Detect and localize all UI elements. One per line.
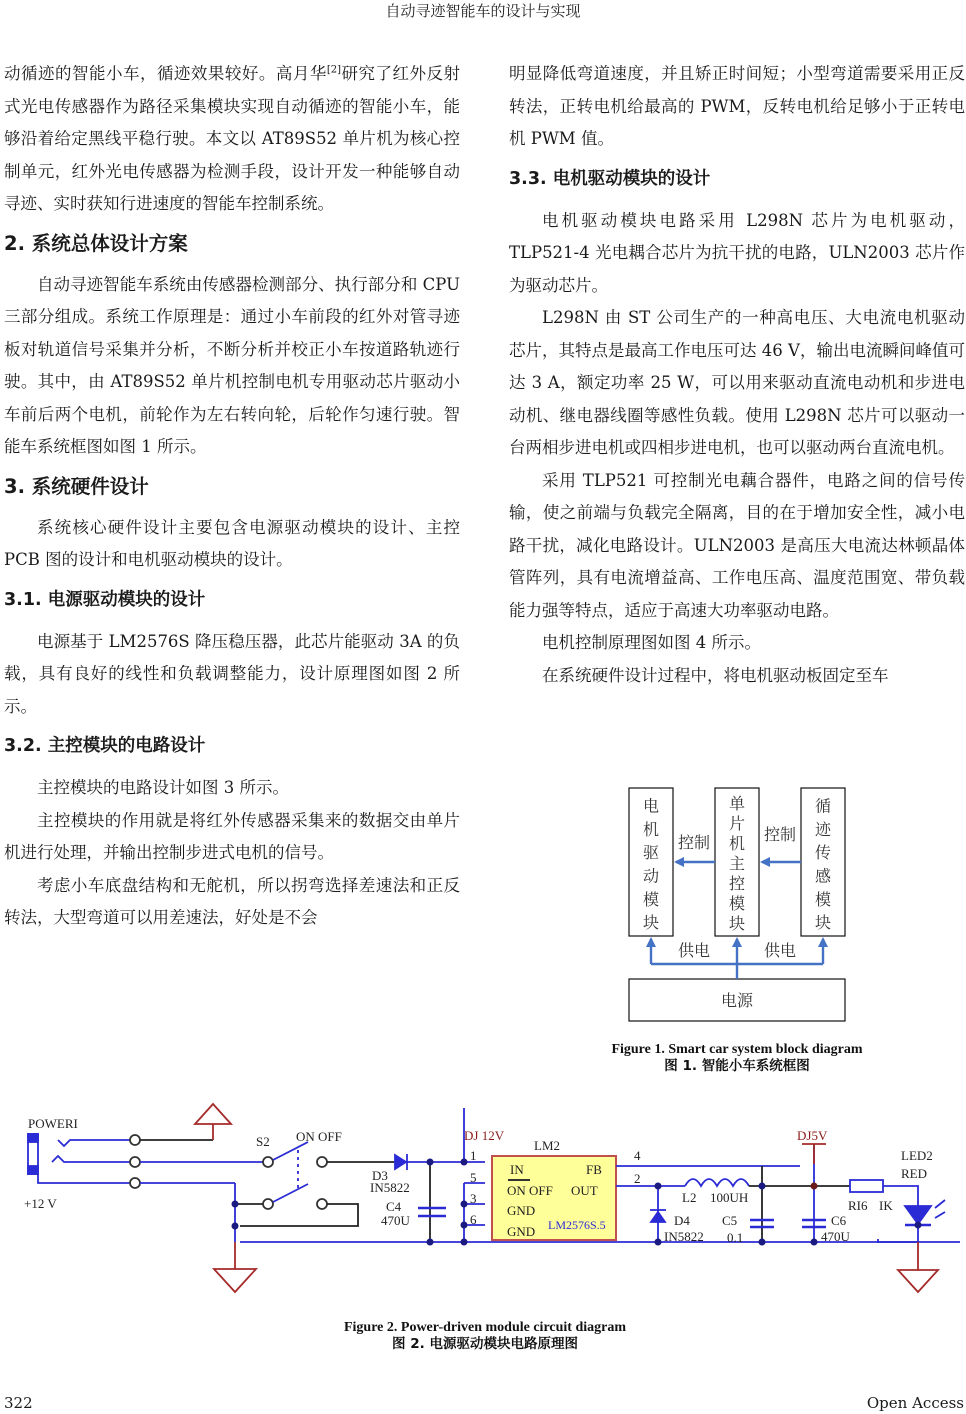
paragraph-turning-continued: 明显降低弯道速度，并且矫正时间短；小型弯道需要采用正反转法，正转电机给最高的 PWM，反转电机给足够小于正转电机 PWM 值。 bbox=[509, 64, 965, 148]
label-led-color: RED bbox=[901, 1166, 927, 1181]
paragraph-main-control-a: 主控模块的电路设计如图 3 所示。 bbox=[37, 778, 289, 797]
subsection-heading-3-3: 3.3. 电机驱动模块的设计 bbox=[509, 168, 711, 189]
sensor-box-char: 模 bbox=[814, 891, 832, 909]
motor-box-char: 电 bbox=[642, 798, 660, 816]
switch-icon bbox=[273, 1142, 308, 1160]
figure-2-caption-en: Figure 2. Power-driven module circuit diagram bbox=[343, 1320, 627, 1335]
label-c4-value: 470U bbox=[381, 1213, 410, 1228]
sensor-box-char: 循 bbox=[814, 798, 832, 816]
mcu-box-char: 模 bbox=[728, 896, 746, 913]
label-pin-6: 6 bbox=[470, 1212, 477, 1227]
sensor-box-char: 块 bbox=[814, 915, 832, 933]
diode-d4-icon bbox=[651, 1212, 665, 1222]
open-access-label: Open Access bbox=[866, 1394, 964, 1412]
label-net-12v: DJ 12V bbox=[464, 1128, 505, 1143]
label-pin-in: IN bbox=[510, 1162, 524, 1177]
figure-2-circuit-diagram bbox=[0, 1094, 966, 1309]
label-r16-value: IK bbox=[879, 1198, 893, 1213]
supply-label-right: 供电 bbox=[763, 941, 797, 960]
sensor-box-char: 感 bbox=[814, 868, 832, 886]
motor-box-char: 动 bbox=[642, 868, 660, 886]
text: 研究了红外反射式光电传感器作为路径采集模块实现自动循迹的智能小车，能够沿着给定黑线平稳行驶。本文以 AT89S52 单片机为核心控制单元，红外光电传感器为检测手段，设计开发一种能够自动寻迹、实时获知行进速度的智能车控制系统。 bbox=[4, 64, 461, 213]
led-icon bbox=[905, 1206, 931, 1224]
ground-symbol-right bbox=[898, 1270, 938, 1292]
motor-box-char: 块 bbox=[642, 915, 660, 933]
figure-1-caption-zh: 图 1. 智能小车系统框图 bbox=[664, 1058, 810, 1074]
figure-2-caption-zh: 图 2. 电源驱动模块电路原理图 bbox=[392, 1336, 578, 1352]
motor-box-char: 驱 bbox=[642, 845, 660, 863]
mcu-box-char: 块 bbox=[728, 916, 746, 933]
label-pin-4: 4 bbox=[634, 1148, 641, 1163]
sensor-box-char: 迹 bbox=[814, 821, 832, 839]
paragraph-main-control-b: 主控模块的作用就是将红外传感器采集来的数据交由单片机进行处理，并输出控制步进式电机的信号。 bbox=[4, 810, 460, 862]
label-pin-gnd-2: GND bbox=[507, 1224, 536, 1239]
label-ic-ref: LM2 bbox=[534, 1138, 560, 1153]
diode-d3-icon bbox=[395, 1155, 406, 1169]
mcu-box-char: 机 bbox=[728, 836, 746, 853]
paragraph-hardware: 系统核心硬件设计主要包含电源驱动模块的设计、主控 PCB 图的设计和电机驱动模块的设计。 bbox=[4, 517, 460, 569]
mcu-box-char: 控 bbox=[728, 876, 746, 893]
left-column bbox=[4, 58, 460, 935]
label-pin-fb: FB bbox=[586, 1162, 602, 1177]
paragraph-motor-driver-e: 在系统硬件设计过程中，将电机驱动板固定至车 bbox=[542, 665, 889, 685]
page-number: 322 bbox=[4, 1394, 33, 1412]
figure-1-caption bbox=[560, 1041, 914, 1075]
label-l2: L2 bbox=[682, 1190, 697, 1205]
figure-2-caption bbox=[230, 1319, 740, 1353]
resistor-r16-icon bbox=[850, 1180, 883, 1192]
paragraph-motor-driver-a: 电机驱动模块电路采用 L298N 芯片为电机驱动，TLP521-4 光电耦合芯片为抗干扰的电路，ULN2003 芯片作为驱动芯片。 bbox=[509, 210, 965, 295]
label-pin-onoff: ON OFF bbox=[507, 1183, 553, 1198]
motor-box-char: 机 bbox=[642, 821, 660, 839]
label-c4: C4 bbox=[386, 1199, 402, 1214]
section-heading-2: 2. 系统总体设计方案 bbox=[4, 231, 188, 255]
paragraph-motor-driver-d: 电机控制原理图如图 4 所示。 bbox=[542, 633, 761, 652]
power-label: 电源 bbox=[720, 991, 754, 1010]
ground-symbol-top bbox=[195, 1104, 231, 1124]
label-net-5v: DJ5V bbox=[797, 1128, 828, 1143]
inductor-l2-icon bbox=[685, 1179, 749, 1186]
label-pin-1: 1 bbox=[470, 1148, 477, 1163]
figure-1-caption-en: Figure 1. Smart car system block diagram bbox=[611, 1042, 863, 1057]
subsection-heading-3-1: 3.1. 电源驱动模块的设计 bbox=[4, 589, 206, 610]
section-heading-3: 3. 系统硬件设计 bbox=[4, 474, 149, 498]
paragraph-system-design: 自动寻迹智能车系统由传感器检测部分、执行部分和 CPU 三部分组成。系统工作原理是：通过小车前段的红外对管寻迹板对轨道信号采集并分析，不断分析并校正小车按道路轨迹行驶。其中，由 AT89S52 单片机控制电机专用驱动芯片驱动小车前后两个电机，前轮作为左右转向轮，后轮作匀速行驶。智能车系统框图如图 1 所示。 bbox=[4, 274, 460, 456]
label-d4: D4 bbox=[674, 1213, 690, 1228]
label-switch: S2 bbox=[256, 1134, 270, 1149]
label-d3-part: IN5822 bbox=[370, 1180, 410, 1195]
right-column bbox=[509, 58, 965, 692]
subsection-heading-3-2: 3.2. 主控模块的电路设计 bbox=[4, 736, 206, 756]
label-power-jack: POWERI bbox=[28, 1116, 78, 1131]
label-pin-2: 2 bbox=[634, 1171, 641, 1186]
label-d4-part: IN5822 bbox=[664, 1229, 704, 1244]
label-pin-5: 5 bbox=[470, 1170, 477, 1185]
paragraph-motor-driver-b: L298N 由 ST 公司生产的一种高电压、大电流电机驱动芯片，其特点是最高工作电压可达 46 V，输出电流瞬间峰值可达 3 A，额定功率 25 W，可以用来驱动直流电动机和步进电动机、继电器线圈等感性负载。使用 L298N 芯片可以驱动一台两相步进电机或四相步进电机，也可以驱动两台直流电机。 bbox=[509, 308, 965, 457]
control-label-left: 控制 bbox=[677, 833, 711, 852]
label-pin-3: 3 bbox=[470, 1191, 477, 1206]
mcu-box-char: 单 bbox=[728, 796, 746, 813]
sensor-box-char: 传 bbox=[814, 845, 832, 863]
ground-symbol-bottom-left bbox=[214, 1269, 256, 1292]
label-c5-value: 0.1 bbox=[727, 1230, 744, 1245]
label-pin-out: OUT bbox=[571, 1183, 598, 1198]
label-c5: C5 bbox=[722, 1213, 738, 1228]
paragraph-main-control-c: 考虑小车底盘结构和无舵机，所以拐弯选择差速法和正反转法，大型弯道可以用差速法，好处是不会 bbox=[4, 875, 460, 927]
paragraph-power-module: 电源基于 LM2576S 降压稳压器，此芯片能驱动 3A 的负载，具有良好的线性和负载调整能力，设计原理图如图 2 所示。 bbox=[4, 631, 460, 716]
label-c6-value: 470U bbox=[821, 1229, 850, 1244]
label-led: LED2 bbox=[901, 1148, 933, 1163]
paragraph-intro-continued bbox=[4, 58, 460, 221]
running-head: 自动寻迹智能车的设计与实现 bbox=[385, 2, 581, 20]
control-label-right: 控制 bbox=[763, 825, 797, 844]
label-d3: D3 bbox=[372, 1168, 388, 1183]
citation-ref[interactable]: [2] bbox=[326, 64, 342, 76]
paragraph-motor-driver-c: 采用 TLP521 可控制光电藕合器件，电路之间的信号传输，使之前端与负载完全隔离，目的在于增加安全性，减小电路干扰，减化电路设计。ULN2003 是高压大电流达林顿晶体管阵列，具有电流增益高、工作电压高、温度范围宽、带负载能力强等特点，适应于高速大功率驱动电路。 bbox=[509, 470, 965, 620]
figure-1-block-diagram bbox=[600, 780, 870, 1030]
text: 动循迹的智能小车，循迹效果较好。高月华 bbox=[4, 64, 327, 83]
label-l2-value: 100UH bbox=[710, 1190, 749, 1205]
label-r16: RI6 bbox=[848, 1198, 868, 1213]
mcu-box-char: 片 bbox=[728, 816, 746, 833]
label-ic-part: LM2576S.5 bbox=[548, 1218, 606, 1232]
label-switch-state: ON OFF bbox=[296, 1129, 342, 1144]
label-12v: +12 V bbox=[24, 1196, 57, 1211]
motor-box-char: 模 bbox=[642, 891, 660, 909]
supply-label-left: 供电 bbox=[677, 941, 711, 960]
label-pin-gnd-1: GND bbox=[507, 1203, 536, 1218]
mcu-box-char: 主 bbox=[728, 856, 746, 873]
label-c6: C6 bbox=[831, 1213, 847, 1228]
